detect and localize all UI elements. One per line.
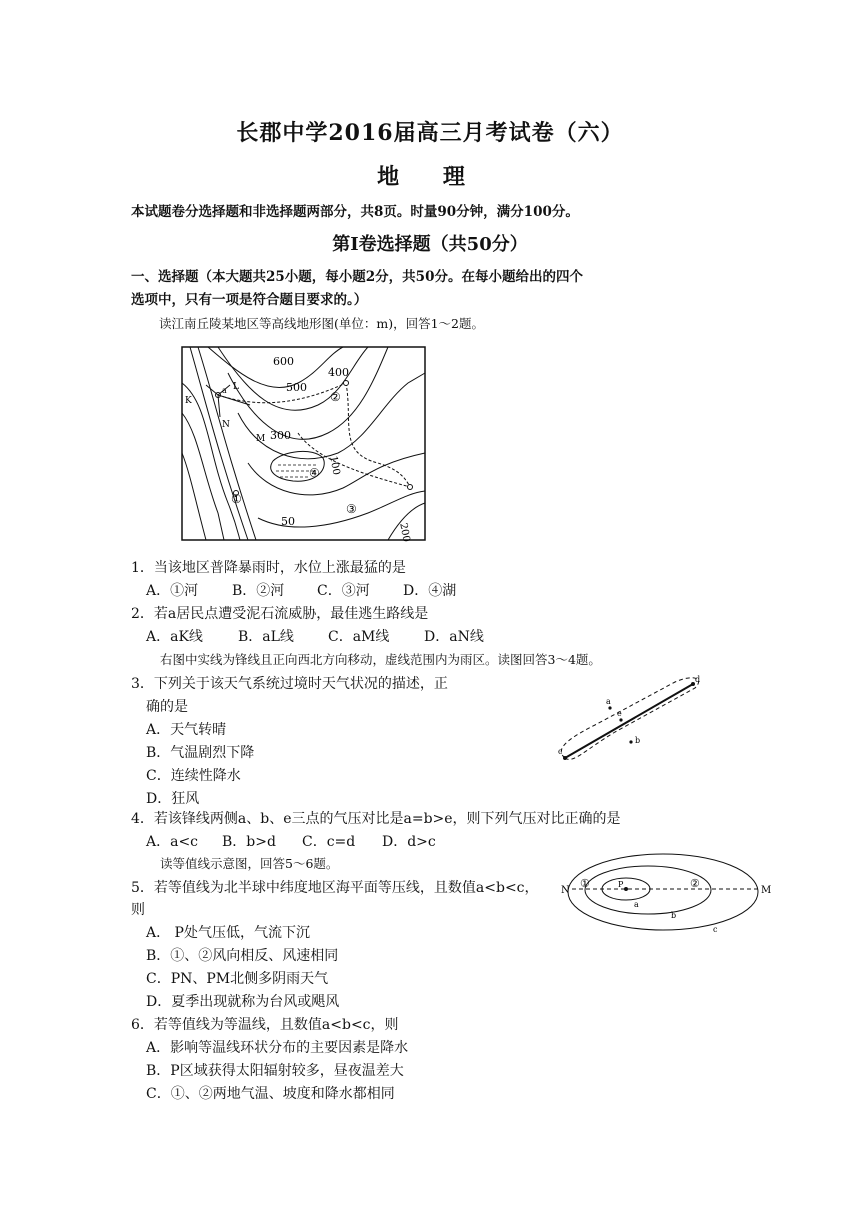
label-M: M bbox=[256, 434, 266, 444]
dam-marker-1 bbox=[344, 381, 349, 386]
q2-option-d: D．aN线 bbox=[424, 629, 484, 645]
label-b: b bbox=[635, 736, 641, 745]
q2-option-b: B．aL线 bbox=[238, 629, 294, 645]
q5-stem-line1: 5．若等值线为北半球中纬度地区海平面等压线，且数值a<b<c， bbox=[131, 880, 539, 896]
point-a-marker bbox=[608, 706, 611, 709]
q5-option-a: A． P处气压低，气流下沉 bbox=[146, 925, 310, 941]
section-instructions-line1: 一、选择题（本大题共25小题，每小题2分，共50分。在每小题给出的四个 bbox=[131, 269, 583, 285]
q2-option-a: A．aK线 bbox=[146, 629, 203, 645]
point-e-marker bbox=[619, 718, 622, 721]
contour-map-figure bbox=[178, 343, 430, 543]
point-c-marker bbox=[563, 756, 567, 760]
label-e: e bbox=[617, 709, 622, 718]
q4-option-c: C．c=d bbox=[302, 834, 356, 850]
q4-option-a: A．a<c bbox=[146, 834, 199, 850]
q6-option-a: A．影响等温线环状分布的主要因素是降水 bbox=[146, 1040, 409, 1056]
map-frame bbox=[182, 347, 425, 540]
label-K: K bbox=[185, 396, 192, 406]
label-P: P bbox=[618, 880, 624, 889]
q3-option-a: A．天气转晴 bbox=[146, 722, 227, 738]
q4-option-d: D．d>c bbox=[382, 834, 436, 850]
map1-caption: 读江南丘陵某地区等高线地形图(单位：m)，回答1～2题。 bbox=[159, 316, 485, 331]
isoline-c bbox=[568, 854, 758, 930]
front-figure bbox=[555, 670, 705, 766]
dam-marker-2 bbox=[408, 485, 413, 490]
q2-option-c: C．aM线 bbox=[328, 629, 390, 645]
q4-option-b: B．b>d bbox=[222, 834, 276, 850]
label-300: 300 bbox=[270, 429, 291, 442]
q6-stem: 6．若等值线为等温线，且数值a<b<c，则 bbox=[131, 1017, 399, 1033]
q5-stem-line2: 则 bbox=[131, 902, 145, 918]
q1-option-d: D．④湖 bbox=[403, 583, 457, 599]
label-river-1: ① bbox=[231, 492, 242, 506]
label-river-3: ③ bbox=[346, 502, 357, 516]
label-L: L bbox=[233, 382, 239, 392]
label-a: a bbox=[606, 697, 611, 706]
q6-option-b: B．P区域获得太阳辐射较多，昼夜温差大 bbox=[146, 1063, 404, 1079]
q1-option-a: A．①河 bbox=[146, 583, 199, 599]
iso-caption: 读等值线示意图，回答5～6题。 bbox=[160, 856, 339, 871]
q3-stem-line2: 确的是 bbox=[146, 699, 188, 715]
q1-option-b: B．②河 bbox=[232, 583, 285, 599]
label-d: d bbox=[695, 675, 701, 684]
q3-option-c: C．连续性降水 bbox=[146, 768, 241, 784]
label-river-2: ② bbox=[330, 390, 341, 404]
q1-option-c: C．③河 bbox=[317, 583, 370, 599]
label-b: b bbox=[671, 911, 677, 920]
point-p-marker bbox=[624, 887, 628, 891]
label-lake-4: ④ bbox=[309, 466, 320, 480]
label-500: 500 bbox=[286, 381, 307, 394]
subject-title: 地 理 bbox=[377, 164, 483, 190]
front-line bbox=[565, 684, 693, 758]
q4-stem: 4．若该锋线两侧a、b、e三点的气压对比是a=b>e，则下列气压对比正确的是 bbox=[131, 811, 621, 827]
exam-title: 长郡中学2016届高三月考试卷（六） bbox=[236, 120, 624, 146]
label-N: N bbox=[561, 885, 570, 896]
q2-stem: 2．若a居民点遭受泥石流威胁，最佳逃生路线是 bbox=[131, 606, 429, 622]
label-point-1: ① bbox=[580, 877, 590, 890]
label-point-2: ② bbox=[690, 877, 700, 890]
label-N: N bbox=[222, 420, 230, 430]
q3-stem-line1: 3．下列关于该天气系统过境时天气状况的描述，正 bbox=[131, 676, 448, 692]
point-b-marker bbox=[629, 740, 632, 743]
q6-option-c: C．①、②两地气温、坡度和降水都相同 bbox=[146, 1086, 395, 1102]
q3-option-b: B．气温剧烈下降 bbox=[146, 745, 255, 761]
part-title: 第I卷选择题（共50分） bbox=[332, 234, 528, 255]
front-caption: 右图中实线为锋线且正向西北方向移动，虚线范围内为雨区。读图回答3～4题。 bbox=[160, 652, 601, 667]
section-instructions-line2: 选项中，只有一项是符合题目要求的。） bbox=[131, 292, 368, 308]
isoline-b bbox=[585, 866, 711, 914]
label-100: 100 bbox=[327, 455, 342, 476]
q5-option-c: C．PN、PM北侧多阴雨天气 bbox=[146, 971, 329, 987]
exam-intro: 本试题卷分选择题和非选择题两部分，共8页。时量90分钟，满分100分。 bbox=[131, 204, 579, 220]
q3-option-d: D．狂风 bbox=[146, 791, 200, 807]
label-50: 50 bbox=[281, 515, 295, 528]
label-200: 200 bbox=[397, 522, 412, 543]
q1-stem: 1．当该地区普降暴雨时，水位上涨最猛的是 bbox=[131, 560, 406, 576]
label-c: c bbox=[713, 925, 718, 934]
label-c: c bbox=[558, 747, 563, 756]
q5-option-d: D．夏季出现就称为台风或飓风 bbox=[146, 994, 340, 1010]
label-600: 600 bbox=[273, 355, 294, 368]
label-a: a bbox=[634, 900, 639, 909]
q5-option-b: B．①、②风向相反、风速相同 bbox=[146, 948, 339, 964]
isoline-figure bbox=[558, 850, 773, 936]
label-400: 400 bbox=[328, 366, 349, 379]
label-M: M bbox=[761, 885, 772, 896]
label-a: a bbox=[222, 386, 227, 395]
